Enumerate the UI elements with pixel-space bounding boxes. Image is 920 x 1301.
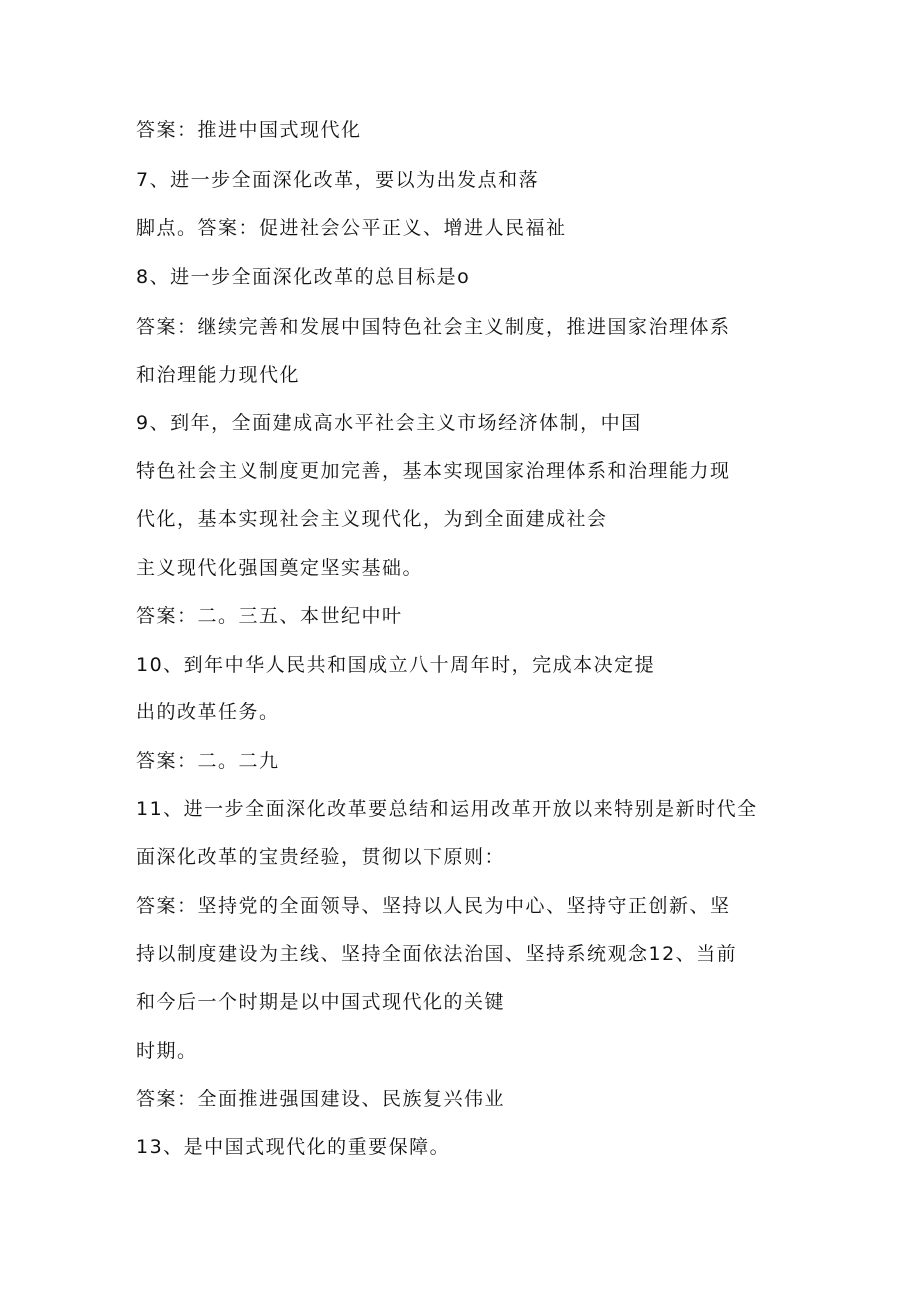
question-12-continuation-line: 和今后一个时期是以中国式现代化的关键 [136,991,506,1013]
question-11-line: 11、进一步全面深化改革要总结和运用改革开放以来特别是新时代全 [136,798,758,820]
question-9-continuation-line: 特色社会主义制度更加完善，基本实现国家治理体系和治理能力现 [136,460,731,482]
question-11-continuation-line: 面深化改革的宝贵经验，贯彻以下原则： [136,846,506,868]
answer-line: 脚点。答案：促进社会公平正义、增进人民福祉 [136,217,567,239]
question-9-continuation-line: 主义现代化强国奠定坚实基础。 [136,557,424,579]
question-12-continuation-line: 时期。 [136,1040,198,1062]
answer-line: 答案：坚持党的全面领导、坚持以人民为中心、坚持守正创新、坚 [136,895,731,917]
question-9-continuation-line: 代化，基本实现社会主义现代化，为到全面建成社会 [136,508,608,530]
question-10-line: 10、到年中华人民共和国成立八十周年时，完成本决定提 [136,654,656,676]
question-7-line: 7、进一步全面深化改革，要以为出发点和落 [136,169,540,191]
question-10-continuation-line: 出的改革任务。 [136,701,280,723]
question-8-line: 8、进一步全面深化改革的总目标是o [136,266,471,288]
answer-continuation-line: 和治理能力现代化 [136,364,301,386]
answer-line: 答案：推进中国式现代化 [136,119,362,141]
question-13-line: 13、是中国式现代化的重要保障。 [136,1136,451,1158]
answer-line: 答案：二。三五、本世纪中叶 [136,605,403,627]
answer-line: 答案：二。二九 [136,750,280,772]
answer-line: 答案：全面推进强国建设、民族复兴伟业 [136,1088,506,1110]
answer-line: 答案：继续完善和发展中国特色社会主义制度，推进国家治理体系 [136,316,731,338]
question-9-line: 9、到年，全面建成高水平社会主义市场经济体制，中国 [136,412,642,434]
answer-continuation-line: 持以制度建设为主线、坚持全面依法治国、坚持系统观念12、当前 [136,943,738,965]
